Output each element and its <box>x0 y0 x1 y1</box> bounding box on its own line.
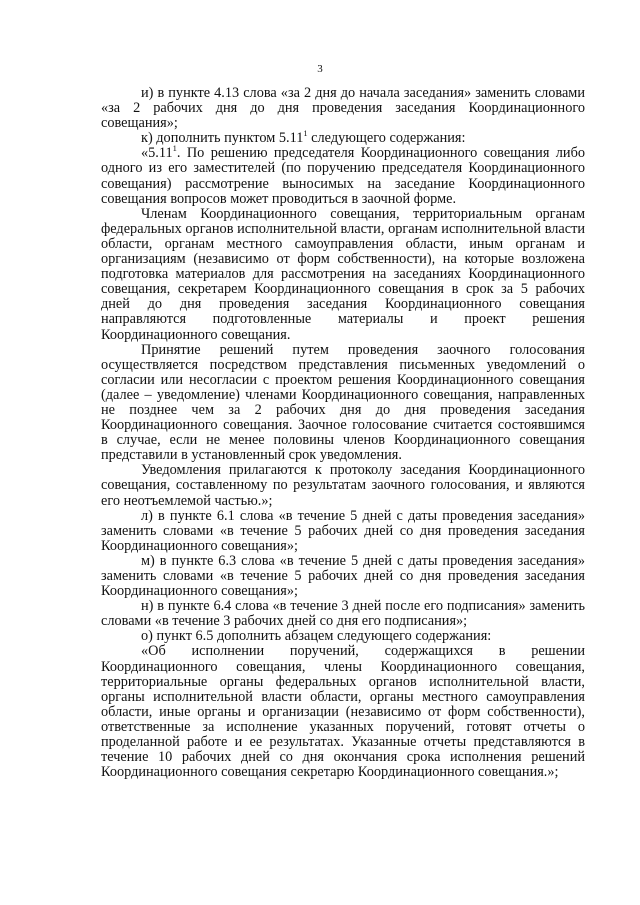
paragraph-5-11-1 <box>101 143 585 207</box>
superscript-mark: 1 <box>172 143 177 154</box>
paragraph-5-11-1-text: . По решению председателя Координационного совещания либо одного из его заместителей (по поручению председателя Координационного совещания) рассмотрение выносимых на заседание Координационного совещания вопросов может проводиться в заочной форме. <box>101 145 585 207</box>
superscript-mark: 1 <box>303 128 308 139</box>
paragraph-reports: «Об исполнении поручений, содержащихся в решении Координационного совещания, члены Координационного совещания, территориальные органы федеральных органов исполнительной власти, органы исполнительной власти области, органы местного самоуправления области, иные органы и организации (независимо от форм собственности), ответственные за исполнение указанных поручений, готовят отчеты о проделанной работе и ее результатах. Указанные отчеты представляются в течение 10 рабочих дней со дня окончания срока исполнения решений Координационного совещания секретарю Координационного совещания.»; <box>101 643 585 781</box>
paragraph-notifications: Уведомления прилагаются к протоколу заседания Координационного совещания, составленному по результатам заочного голосования, и являются его неотъемлемой частью.»; <box>101 462 585 509</box>
paragraph-k-text-end: следующего содержания: <box>307 130 466 147</box>
paragraph-voting: Принятие решений путем проведения заочного голосования осуществляется посредством представления письменных уведомлений о согласии или несогласии с проектом решения Координационного совещания (далее – уведомление) членами Координационного совещания, направленных не позднее чем за 2 рабочих дня до дня проведения заседания Координационного совещания. Заочное голосование считается состоявшимся в случае, если не менее половины членов Координационного совещания представили в установленный срок уведомления. <box>101 341 585 464</box>
paragraph-5-11-1-number: «5.11 <box>141 145 173 162</box>
paragraph-l: л) в пункте 6.1 слова «в течение 5 дней с даты проведения заседания» заменить словами «в течение 5 рабочих дней со дня проведения заседания Координационного совещания»; <box>101 507 585 554</box>
paragraph-o: о) пункт 6.5 дополнить абзацем следующего содержания: <box>141 628 492 645</box>
paragraph-k-text: к) дополнить пунктом 5.11 <box>141 130 304 147</box>
page-number: 3 <box>317 63 323 75</box>
paragraph-m: м) в пункте 6.3 слова «в течение 5 дней с даты проведения заседания» заменить словами «в течение 5 рабочих дней со дня проведения заседания Координационного совещания»; <box>101 552 585 600</box>
paragraph-n: н) в пункте 6.4 слова «в течение 3 дней после его подписания» заменить словами «в течение 3 рабочих дней со дня его подписания»; <box>101 598 585 630</box>
paragraph-members: Членам Координационного совещания, территориальным органам федеральных органов исполнительной власти, органам исполнительной власти области, органам местного самоуправления области, иным органам и организациям (независимо от форм собственности), на которые возложена подготовка материалов для рассмотрения на заседаниях Координационного совещания, секретарем Координационного совещания в срок за 5 рабочих дней до дня проведения заседания Координационного совещания направляются подготовленные материалы и проект решения Координационного совещания. <box>101 205 585 343</box>
document-body <box>101 86 585 780</box>
paragraph-i: и) в пункте 4.13 слова «за 2 дня до начала заседания» заменить словами «за 2 рабочих дня до дня проведения заседания Координационного совещания»; <box>101 85 585 132</box>
